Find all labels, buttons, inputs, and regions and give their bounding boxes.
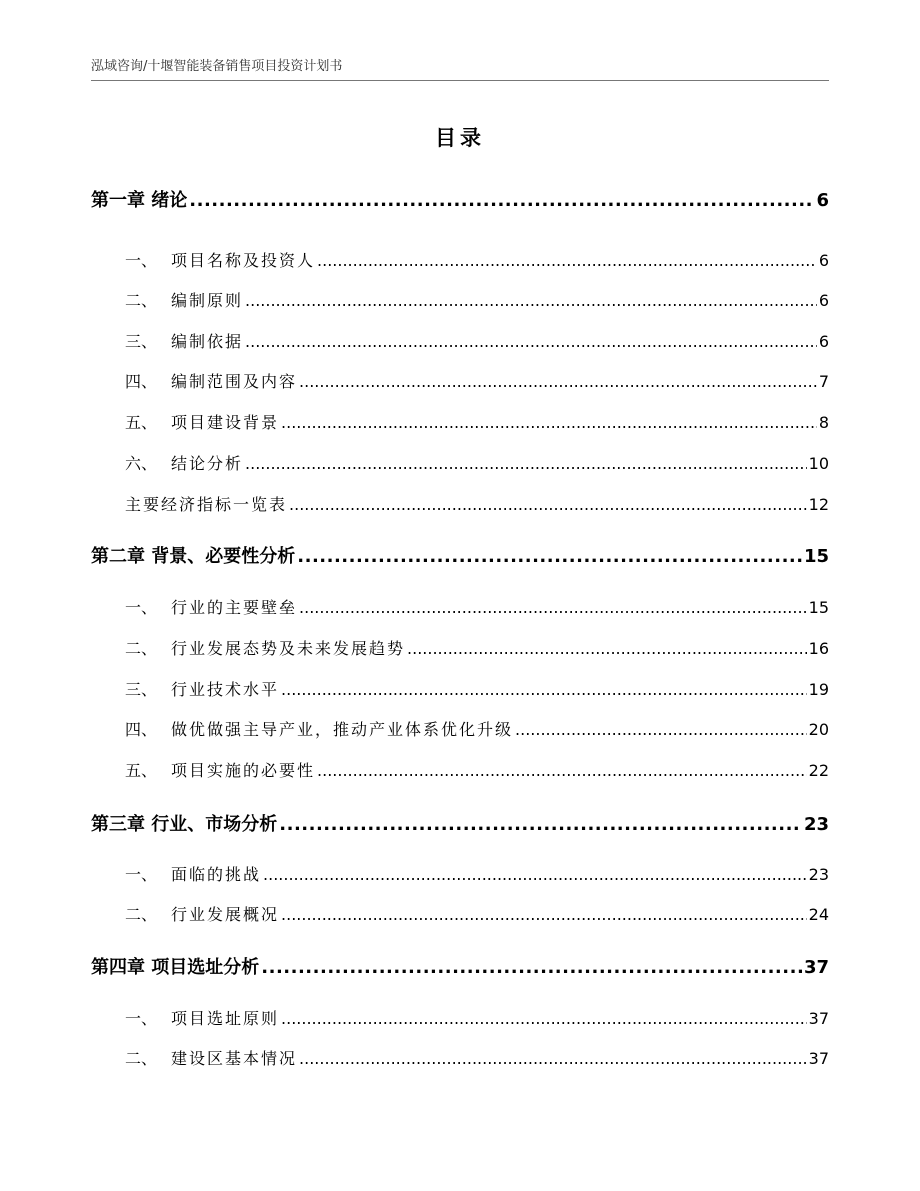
toc-entry-text: 项目实施的必要性	[171, 761, 316, 780]
toc-entry-number: 二、	[125, 905, 158, 924]
toc-entry-number: 一、	[125, 598, 158, 617]
dot-leader	[515, 720, 807, 739]
toc-section-entry[interactable]	[91, 677, 829, 700]
toc-page-number: 24	[808, 905, 829, 924]
toc-title: 目录	[435, 126, 485, 150]
toc-page-number: 23	[803, 814, 829, 835]
toc-page-number: 15	[808, 598, 829, 617]
dot-leader	[189, 190, 814, 211]
toc-entry-label	[91, 862, 261, 885]
toc-entry-text: 项目名称及投资人	[171, 251, 316, 270]
dot-leader	[263, 865, 807, 884]
toc-page-number: 8	[818, 413, 829, 432]
dot-leader	[281, 1009, 807, 1028]
toc-entry-text: 编制范围及内容	[171, 372, 298, 391]
toc-page-number: 37	[808, 1009, 829, 1028]
toc-page-number: 22	[808, 761, 829, 780]
toc-entry-label	[91, 953, 259, 979]
dot-leader	[289, 495, 807, 514]
dot-leader	[281, 680, 807, 699]
dot-leader	[299, 1049, 807, 1068]
toc-entry-label	[91, 329, 243, 352]
toc-entry-number: 四、	[125, 720, 158, 739]
dot-leader	[299, 598, 807, 617]
toc-entry-label	[91, 677, 279, 700]
toc-section-entry[interactable]	[91, 492, 829, 515]
toc-entry-text: 第二章 背景、必要性分析	[91, 546, 296, 567]
toc-entry-label	[91, 542, 295, 568]
toc-entry-number: 四、	[125, 372, 158, 391]
dot-leader	[297, 546, 802, 567]
toc-section-entry[interactable]	[91, 862, 829, 885]
toc-page-number: 16	[808, 639, 829, 658]
toc-page-number: 20	[808, 720, 829, 739]
toc-entry-label	[91, 1006, 279, 1029]
toc-entry-label	[91, 369, 297, 392]
toc-entry-label	[91, 248, 315, 271]
toc-page-number: 23	[808, 865, 829, 884]
toc-entry-number: 一、	[125, 251, 158, 270]
toc-page-number: 6	[816, 190, 829, 211]
toc-page-number: 7	[818, 372, 829, 391]
toc-section-entry[interactable]	[91, 329, 829, 352]
toc-section-entry[interactable]	[91, 1046, 829, 1069]
toc-page-number: 37	[803, 957, 829, 978]
toc-entry-number: 五、	[125, 761, 158, 780]
header-rule	[91, 80, 829, 81]
toc-entry-number: 二、	[125, 291, 158, 310]
toc-page-number: 6	[818, 291, 829, 310]
dot-leader	[261, 957, 802, 978]
toc-entry-label	[91, 1046, 297, 1069]
toc-section-entry[interactable]	[91, 595, 829, 618]
dot-leader	[281, 413, 817, 432]
toc-entry-label	[91, 410, 279, 433]
toc-chapter-entry[interactable]	[91, 542, 829, 568]
toc-page-number: 6	[818, 332, 829, 351]
toc-entry-label	[91, 717, 513, 740]
toc-section-entry[interactable]	[91, 369, 829, 392]
toc-chapter-entry[interactable]	[91, 953, 829, 979]
toc-chapter-entry[interactable]	[91, 810, 829, 836]
toc-entry-label	[91, 492, 287, 515]
toc-entry-label	[91, 758, 315, 781]
toc-section-entry[interactable]	[91, 1006, 829, 1029]
toc-section-entry[interactable]	[91, 902, 829, 925]
toc-entry-number: 六、	[125, 454, 158, 473]
toc-page-number: 6	[818, 251, 829, 270]
toc-entry-text: 第一章 绪论	[91, 190, 188, 211]
dot-leader	[299, 372, 817, 391]
toc-section-entry[interactable]	[91, 636, 829, 659]
toc-entry-text: 第三章 行业、市场分析	[91, 814, 278, 835]
toc-section-entry[interactable]	[91, 410, 829, 433]
toc-entry-label	[91, 595, 297, 618]
toc-entry-text: 面临的挑战	[171, 865, 262, 884]
toc-entry-number: 五、	[125, 413, 158, 432]
toc-entry-text: 行业的主要壁垒	[171, 598, 298, 617]
toc-page-number: 10	[808, 454, 829, 473]
toc-entry-text: 编制原则	[171, 291, 244, 310]
toc-entry-number: 二、	[125, 639, 158, 658]
toc-entry-text: 项目选址原则	[171, 1009, 280, 1028]
toc-entry-text: 做优做强主导产业，推动产业体系优化升级	[171, 720, 514, 739]
toc-entry-text: 编制依据	[171, 332, 244, 351]
toc-section-entry[interactable]	[91, 288, 829, 311]
toc-section-entry[interactable]	[91, 248, 829, 271]
toc-page-number: 19	[808, 680, 829, 699]
dot-leader	[245, 291, 817, 310]
toc-entry-label	[91, 288, 243, 311]
toc-entry-number: 二、	[125, 1049, 158, 1068]
toc-entry-text: 建设区基本情况	[171, 1049, 298, 1068]
toc-entry-label	[91, 186, 187, 212]
dot-leader	[245, 332, 817, 351]
toc-entry-label	[91, 451, 243, 474]
toc-entry-text: 行业发展态势及未来发展趋势	[171, 639, 406, 658]
dot-leader	[281, 905, 807, 924]
toc-page-number: 12	[808, 495, 829, 514]
dot-leader	[279, 814, 802, 835]
running-header: 泓域咨询/十堰智能装备销售项目投资计划书	[91, 59, 343, 74]
toc-entry-text: 项目建设背景	[171, 413, 280, 432]
toc-entry-text: 第四章 项目选址分析	[91, 957, 260, 978]
dot-leader	[317, 761, 807, 780]
toc-entry-number: 三、	[125, 680, 158, 699]
toc-section-entry[interactable]	[91, 717, 829, 740]
toc-entry-label	[91, 810, 277, 836]
toc-entry-number: 一、	[125, 865, 158, 884]
toc-entry-text: 结论分析	[171, 454, 244, 473]
toc-entry-number: 三、	[125, 332, 158, 351]
toc-entry-label	[91, 902, 279, 925]
toc-page-number: 15	[803, 546, 829, 567]
toc-entry-text: 主要经济指标一览表	[125, 495, 288, 514]
dot-leader	[245, 454, 807, 473]
toc-section-entry[interactable]	[91, 758, 829, 781]
toc-entry-text: 行业发展概况	[171, 905, 280, 924]
toc-section-entry[interactable]	[91, 451, 829, 474]
dot-leader	[407, 639, 807, 658]
toc-entry-number: 一、	[125, 1009, 158, 1028]
toc-chapter-entry[interactable]	[91, 186, 829, 212]
toc-entry-label	[91, 636, 405, 659]
toc-page-number: 37	[808, 1049, 829, 1068]
toc-entry-text: 行业技术水平	[171, 680, 280, 699]
dot-leader	[317, 251, 817, 270]
